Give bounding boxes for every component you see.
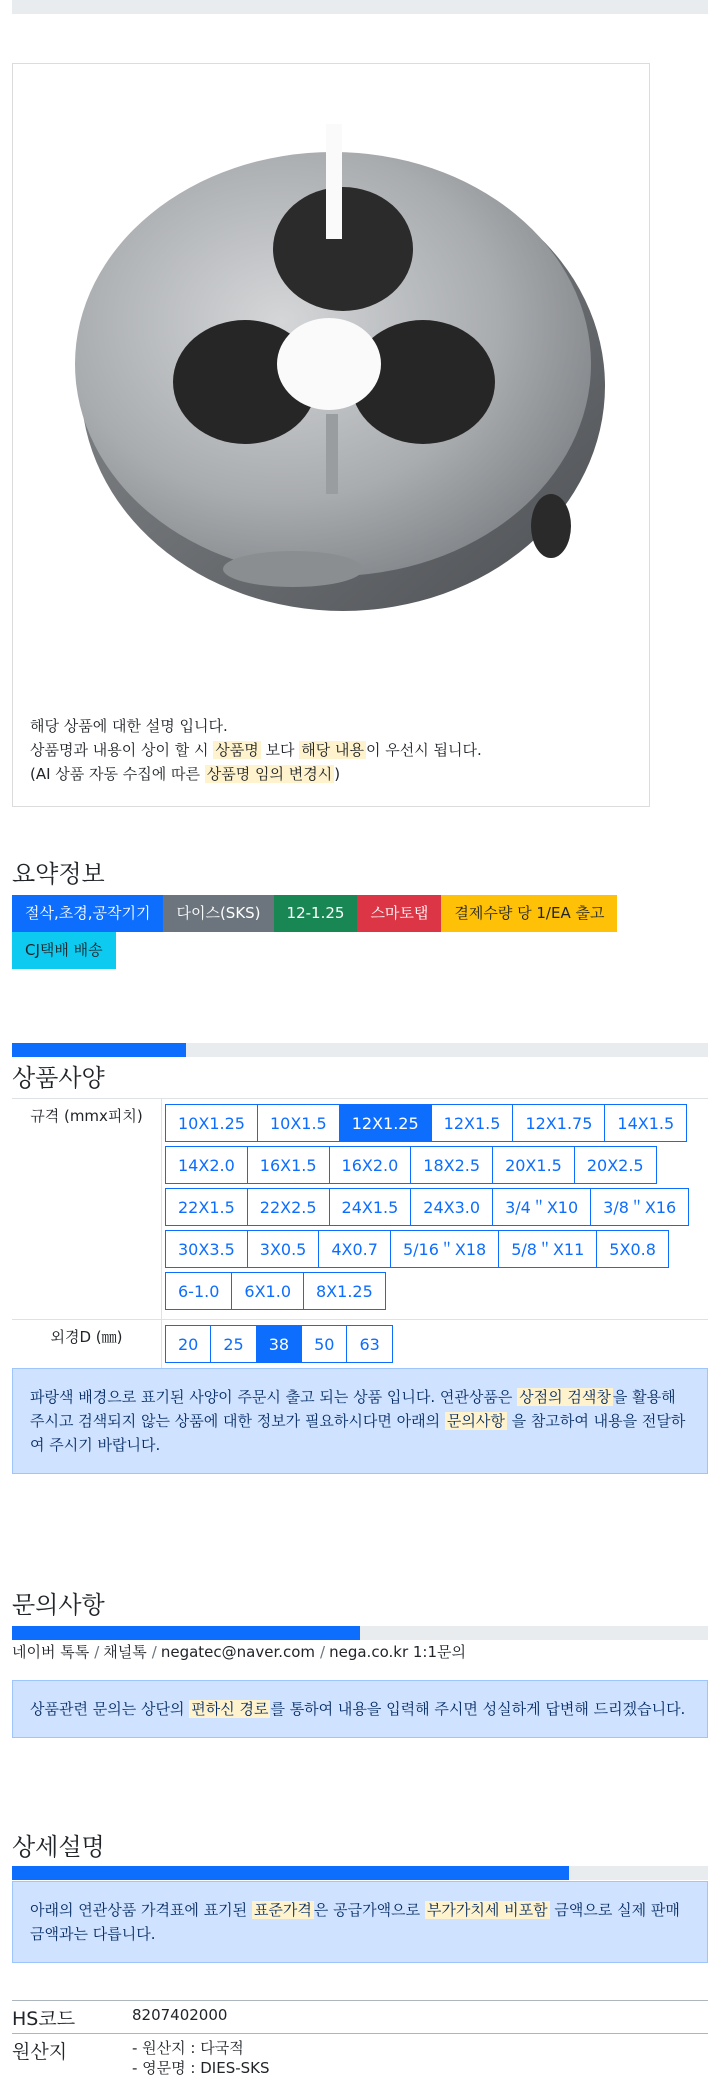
- round-die-icon: [13, 64, 649, 704]
- size-option[interactable]: 3X0.5: [247, 1230, 320, 1268]
- notice-highlight: 부가가치세 비포함: [426, 1901, 548, 1919]
- badge-shipping: CJ택배 배송: [12, 932, 116, 969]
- notice-highlight: 편하신 경로: [191, 1700, 269, 1718]
- spec-notice: [12, 1368, 708, 1474]
- inquiry-notice: [12, 1680, 708, 1738]
- desc-line-3: [30, 762, 482, 786]
- origin-values: [132, 2038, 270, 2078]
- size-option[interactable]: 30X3.5: [165, 1230, 248, 1268]
- diameter-option[interactable]: 20: [165, 1325, 211, 1363]
- spec-options-diameter: [162, 1320, 708, 1372]
- origin-label: 원산지: [12, 2041, 68, 2063]
- badge-spec: 12-1.25: [274, 895, 358, 932]
- size-option[interactable]: 16X2.0: [329, 1146, 412, 1184]
- size-option[interactable]: 20X2.5: [574, 1146, 657, 1184]
- size-option[interactable]: 24X1.5: [329, 1188, 412, 1226]
- desc-highlight: 상품명: [215, 741, 259, 759]
- link-one-on-one[interactable]: nega.co.kr 1:1문의: [329, 1643, 466, 1661]
- desc-text: (AI 상품 자동 수집에 따른: [30, 765, 205, 783]
- size-option[interactable]: 22X2.5: [247, 1188, 330, 1226]
- spec-row-diameter: [12, 1320, 708, 1373]
- size-option[interactable]: 16X1.5: [247, 1146, 330, 1184]
- size-option[interactable]: 4X0.7: [318, 1230, 391, 1268]
- spec-progress-bar: [12, 1043, 708, 1057]
- detail-progress-bar: [12, 1866, 708, 1880]
- notice-text: 아래의 연관상품 가격표에 표기된: [30, 1901, 252, 1919]
- size-option[interactable]: 5/8＂X11: [498, 1230, 597, 1268]
- notice-text: 은 공급가액으로: [313, 1901, 425, 1919]
- separator: /: [151, 1643, 157, 1661]
- badge-brand: 스마토탭: [357, 895, 441, 932]
- desc-line-1: 해당 상품에 대한 설명 입니다.: [30, 717, 228, 735]
- notice-text: 를 통하여 내용을 입력해 주시면 성실하게 답변해 드리겠습니다.: [270, 1700, 686, 1718]
- notice-text: 금액으로 실제 판매금액과는 다릅니다.: [30, 1901, 680, 1943]
- detail-title: 상세설명: [12, 1833, 105, 1861]
- desc-text: 상품명과 내용이 상이 할 시: [30, 741, 214, 759]
- inquiry-progress-bar: [12, 1626, 708, 1640]
- spec-label-size: 규격 (mmx피치): [12, 1099, 162, 1319]
- hs-code-label: HS코드: [12, 2008, 76, 2030]
- size-option[interactable]: 8X1.25: [303, 1272, 386, 1310]
- desc-highlight: 해당 내용: [301, 741, 364, 759]
- size-option[interactable]: 3/4＂X10: [492, 1188, 591, 1226]
- desc-text: 이 우선시 됩니다.: [365, 741, 482, 759]
- origin-english-name: - 영문명 : DIES-SKS: [132, 2059, 270, 2077]
- desc-highlight: 상품명 임의 변경시: [206, 765, 333, 783]
- badge-category: 절삭,초경,공작기기: [12, 895, 163, 932]
- desc-text: 보다: [260, 741, 300, 759]
- notice-highlight: 상점의 검색창: [519, 1388, 611, 1406]
- origin-row: [12, 2033, 708, 2086]
- separator: /: [320, 1643, 326, 1661]
- size-option[interactable]: 10X1.5: [257, 1104, 340, 1142]
- size-option[interactable]: 12X1.25: [339, 1104, 432, 1142]
- separator: /: [94, 1643, 100, 1661]
- notice-text: 을 참고하여 내용을 전달하여 주시기 바랍니다.: [30, 1412, 686, 1454]
- size-option[interactable]: 12X1.75: [512, 1104, 605, 1142]
- badge-type: 다이스(SKS): [163, 895, 273, 932]
- size-option[interactable]: 20X1.5: [492, 1146, 575, 1184]
- size-option[interactable]: 14X2.0: [165, 1146, 248, 1184]
- inquiry-progress-fill: [12, 1626, 360, 1640]
- size-option[interactable]: 12X1.5: [431, 1104, 514, 1142]
- size-option[interactable]: 10X1.25: [165, 1104, 258, 1142]
- contact-links: [12, 1641, 466, 1662]
- desc-text: ): [334, 765, 341, 783]
- size-option[interactable]: 24X3.0: [410, 1188, 493, 1226]
- notice-text: 상품관련 문의는 상단의: [30, 1700, 190, 1718]
- notice-text: 파랑색 배경으로 표기된 사양이 주문시 출고 되는 상품 입니다. 연관상품은: [30, 1388, 518, 1406]
- top-progress-bar: [12, 0, 708, 14]
- spec-label-diameter: 외경D (㎜): [12, 1320, 162, 1372]
- diameter-option[interactable]: 50: [301, 1325, 347, 1363]
- size-option[interactable]: 6X1.0: [231, 1272, 304, 1310]
- detail-notice: [12, 1881, 708, 1963]
- spec-options-size: [162, 1099, 708, 1319]
- size-option[interactable]: 5X0.8: [596, 1230, 669, 1268]
- desc-line-2: [30, 738, 482, 762]
- origin-country: - 원산지 : 다국적: [132, 2039, 244, 2057]
- size-option[interactable]: 6-1.0: [165, 1272, 232, 1310]
- spec-progress-fill: [12, 1043, 186, 1057]
- link-naver-talk[interactable]: 네이버 톡톡: [12, 1643, 90, 1661]
- notice-text: 을 활용해 주시고 검색되지 않는 상품에 대한 정보가 필요하시다면 아래의: [30, 1388, 676, 1430]
- diameter-option[interactable]: 63: [346, 1325, 392, 1363]
- link-channel-talk[interactable]: 채널톡: [103, 1643, 147, 1661]
- badge-quantity: 결제수량 당 1/EA 출고: [441, 895, 617, 932]
- size-option[interactable]: 5/16＂X18: [390, 1230, 499, 1268]
- notice-highlight: 문의사항: [446, 1412, 505, 1430]
- size-option[interactable]: 18X2.5: [410, 1146, 493, 1184]
- inquiry-title: 문의사항: [12, 1591, 105, 1619]
- diameter-option[interactable]: 38: [256, 1325, 302, 1363]
- diameter-option[interactable]: 25: [210, 1325, 256, 1363]
- product-image-card: [12, 63, 650, 807]
- detail-progress-fill: [12, 1866, 569, 1880]
- link-email[interactable]: negatec@naver.com: [160, 1643, 316, 1661]
- spec-row-size: [12, 1099, 708, 1320]
- hs-code-row: [12, 2000, 708, 2033]
- size-option[interactable]: 22X1.5: [165, 1188, 248, 1226]
- summary-badges: [12, 895, 672, 969]
- hs-code-value: 8207402000: [132, 2006, 228, 2024]
- notice-highlight: 표준가격: [253, 1901, 312, 1919]
- summary-title: 요약정보: [12, 860, 105, 888]
- product-description: [30, 714, 482, 786]
- spec-table: [12, 1098, 708, 1373]
- size-option[interactable]: 3/8＂X16: [590, 1188, 689, 1226]
- spec-title: 상품사양: [12, 1064, 105, 1092]
- size-option[interactable]: 14X1.5: [604, 1104, 687, 1142]
